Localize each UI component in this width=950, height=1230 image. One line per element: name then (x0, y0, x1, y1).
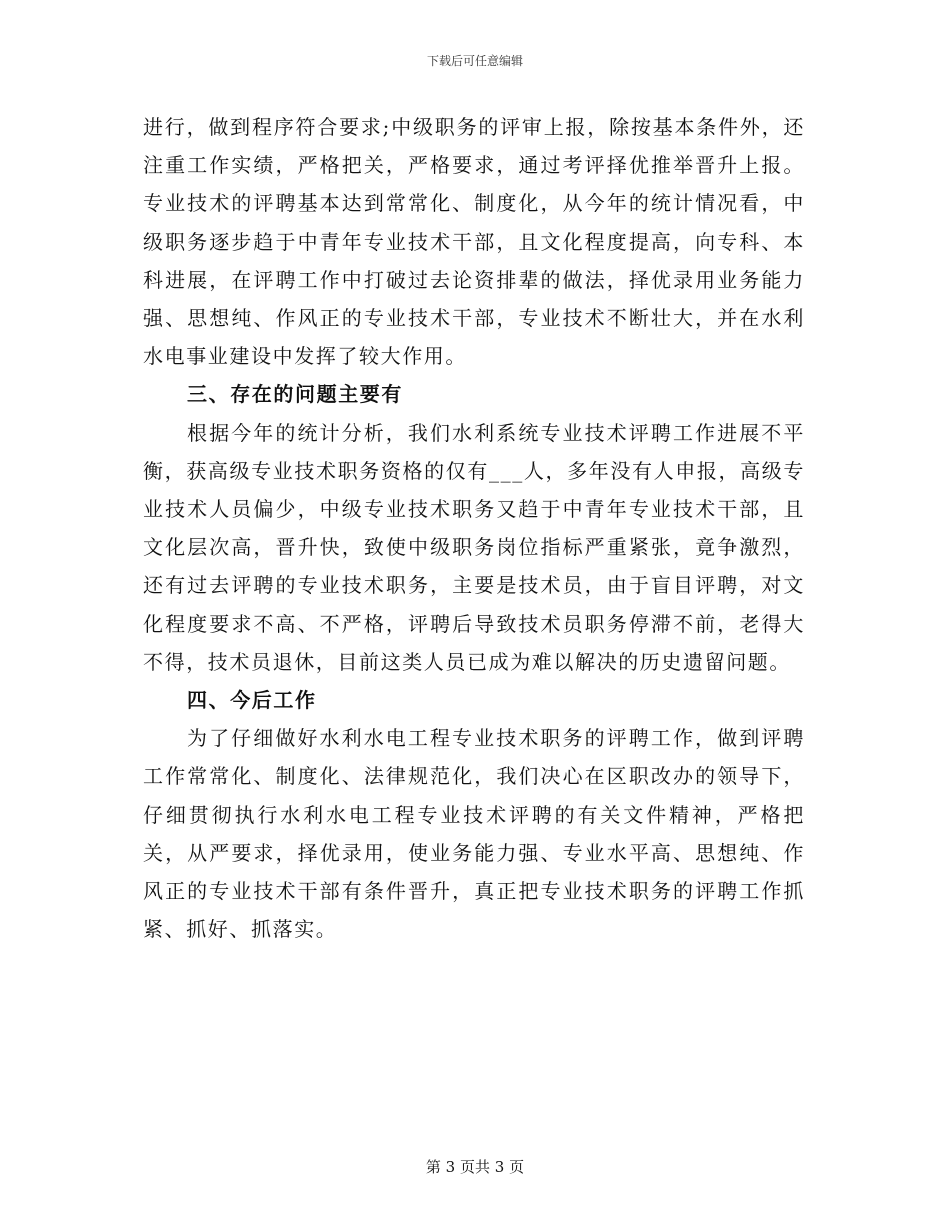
section-heading-future-work: 四、今后工作 (187, 688, 317, 713)
section-heading-problems: 三、存在的问题主要有 (187, 382, 403, 407)
page-header: 下载后可任意编辑 (426, 54, 523, 68)
paragraph-problems: 根据今年的统计分析，我们水利系统专业技术评聘工作进展不平衡，获高级专业技术职务资格的仅有___人，多年没有人申报，高级专业技术人员偏少，中级专业技术职务又趋于中青年专业技术干部，且文化层次高，晋升快，致使中级职务岗位指标严重紧张，竟争激烈，还有过去评聘的专业技术职务，主要是技术员，由于盲目评聘，对文化程度要求不高、不严格，评聘后导致技术员职务停滞不前，老得大不得，技术员退休，目前这类人员已成为难以解决的历史遗留问题。 (143, 420, 805, 674)
page-number: 第 3 页共 3 页 (425, 1158, 525, 1176)
paragraph-continuation: 进行，做到程序符合要求;中级职务的评审上报，除按基本条件外，还注重工作实绩，严格把关，严格要求，通过考评择优推举晋升上报。专业技术的评聘基本达到常常化、制度化，从今年的统计情况看，中级职务逐步趋于中青年专业技术干部，且文化程度提高，向专科、本科进展，在评聘工作中打破过去论资排辈的做法，择优录用业务能力强、思想纯、作风正的专业技术干部，专业技术不断壮大，并在水利水电事业建设中发挥了较大作用。 (143, 115, 805, 369)
document-body (143, 108, 805, 948)
paragraph-future-work: 为了仔细做好水利水电工程专业技术职务的评聘工作，做到评聘工作常常化、制度化、法律规范化，我们决心在区职改办的领导下，仔细贯彻执行水利水电工程专业技术评聘的有关文件精神，严格把关，从严要求，择优录用，使业务能力强、专业水平高、思想纯、作风正的专业技术干部有条件晋升，真正把专业技术职务的评聘工作抓紧、抓好、抓落实。 (143, 726, 805, 942)
